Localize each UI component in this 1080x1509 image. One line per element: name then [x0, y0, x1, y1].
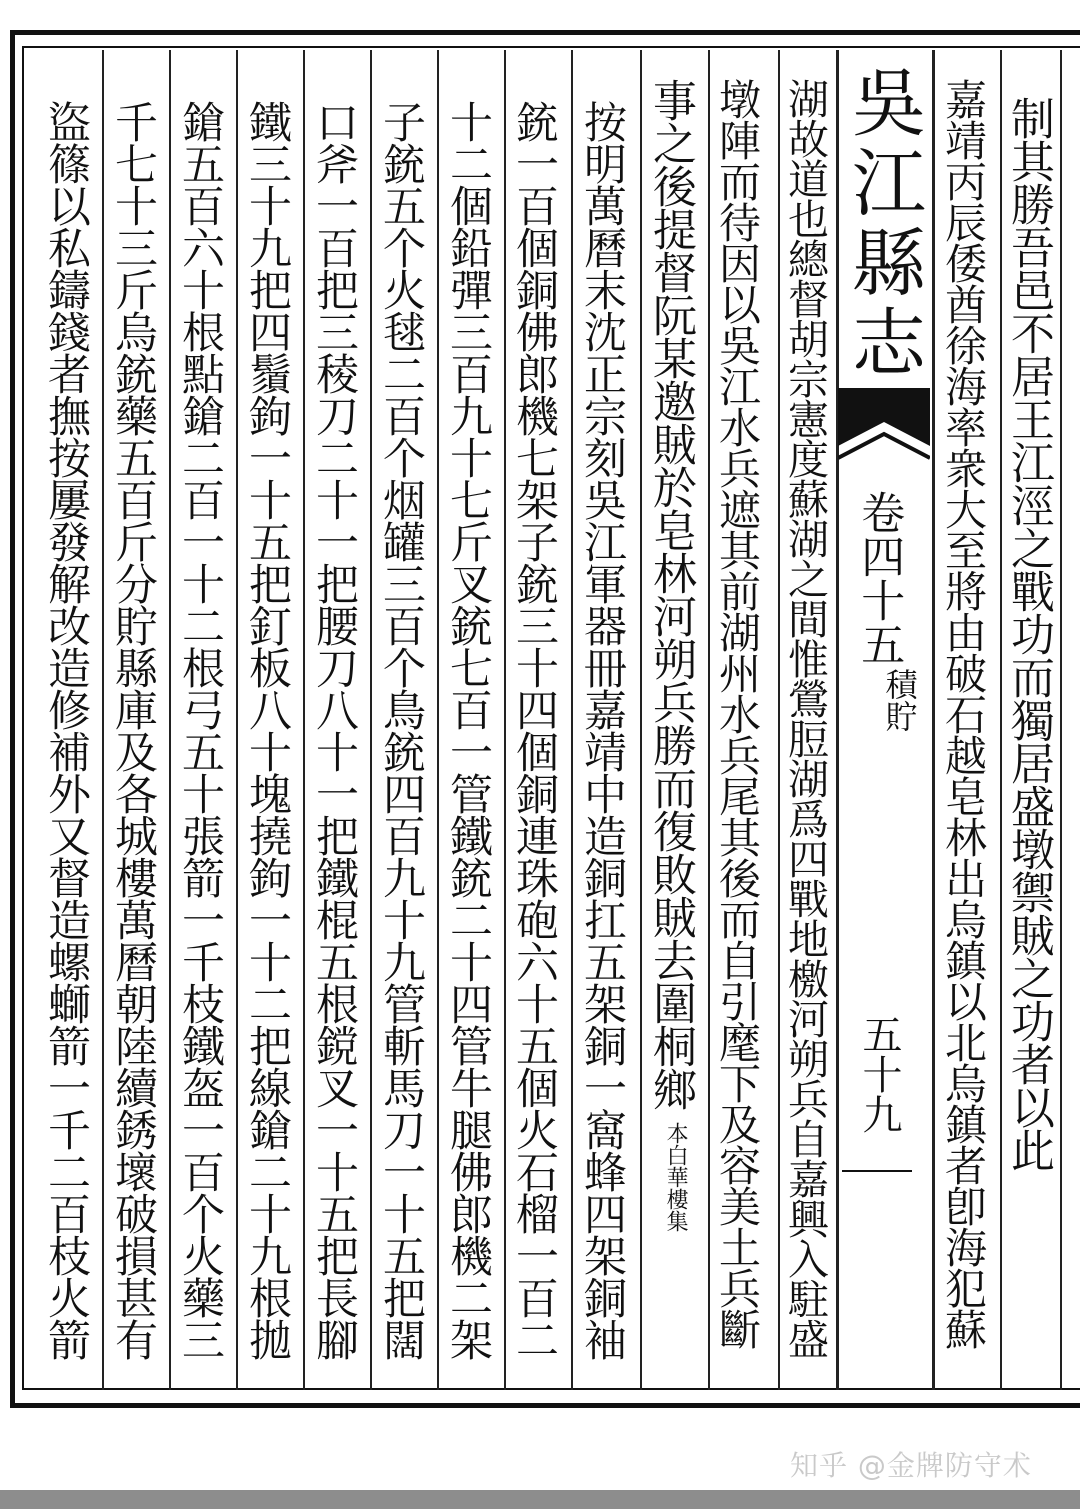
text-column: 盜篠以私鑄錢者撫按屢發解改造修補外又督造螺螄箭一千二百枝火箭	[41, 100, 91, 1360]
text-column: 湖故道也總督胡宗憲度蘇湖之間惟鶯脰湖爲四戰地檄河朔兵自嘉興入駐盛	[781, 78, 829, 1358]
column-rule	[236, 50, 238, 1390]
book-title: 吳江縣志	[840, 64, 926, 384]
column-rule	[1060, 50, 1062, 1390]
page-number: 五十九	[856, 1014, 902, 1134]
text-column: 鐵三十九把四鬚鉤一十五把釘板八十塊撓鉤一十二把線鎗二十九根拋	[242, 100, 292, 1360]
watermark: 知乎 @金牌防守术	[790, 1449, 1032, 1482]
column-rule	[303, 50, 305, 1390]
text-column: 口斧一百把三稜刀二十一把腰刀八十一把鐵棍五根鎲叉一十五把長腳	[309, 100, 359, 1360]
fishtail-mark	[838, 388, 930, 468]
text-column: 事之後提督阮某邀賊於皂林河朔兵勝而復敗賊去圍桐鄉	[645, 78, 696, 1110]
text-column: 墩陣而待因以吳江水兵遮其前湖州水兵尾其後而自引麾下及容美土兵斷	[713, 78, 762, 1349]
column-rule	[571, 50, 573, 1390]
volume-label: 卷四十五	[853, 490, 905, 666]
text-column: 嘉靖丙辰倭酋徐海率衆大至將由破石越皂林出烏鎮以北烏鎮者卽海犯蘇	[939, 78, 988, 1349]
section-label: 積貯	[880, 668, 919, 732]
column-rule	[504, 50, 506, 1390]
center-fold-left-rule	[836, 50, 839, 1390]
text-column: 鎗五百六十根點鎗二百一十二根弓五十張箭一千枝鐵盔一百个火藥三	[175, 100, 225, 1360]
bottom-bar	[0, 1490, 1080, 1509]
text-column: 制其勝吾邑不居王江涇之戰功而獨居盛墩禦賊之功者以此	[1003, 96, 1054, 1171]
center-fold-right-rule	[932, 50, 935, 1390]
column-rule	[437, 50, 439, 1390]
text-column: 按明萬曆末沈正宗刻吳江軍器冊嘉靖中造銅扛五架銅一窩蜂四架銅袖	[577, 100, 627, 1360]
column-rule	[708, 50, 710, 1390]
column-rule	[102, 50, 104, 1390]
column-rule	[640, 50, 642, 1390]
source-note: 本白華樓集	[663, 1122, 689, 1232]
column-rule	[1000, 50, 1002, 1390]
text-column: 子銃五个火毬二百个烟罐三百个鳥銃四百九十九管斬馬刀一十五把闊	[376, 100, 426, 1360]
column-rule	[169, 50, 171, 1390]
text-column: 千七十三斤烏銃藥五百斤分貯縣庫及各城樓萬曆朝陸續銹壞破損甚有	[108, 100, 158, 1360]
text-column: 銃一百個銅佛郎機七架子銃三十四個銅連珠砲六十五個火石榴一百二	[509, 100, 559, 1360]
column-rule	[778, 50, 780, 1390]
column-rule	[370, 50, 372, 1390]
fold-tick	[842, 1170, 912, 1172]
text-column: 十二個鉛彈三百九十七斤叉銃七百一管鐵銃二十四管牛腿佛郎機二架	[443, 100, 493, 1360]
